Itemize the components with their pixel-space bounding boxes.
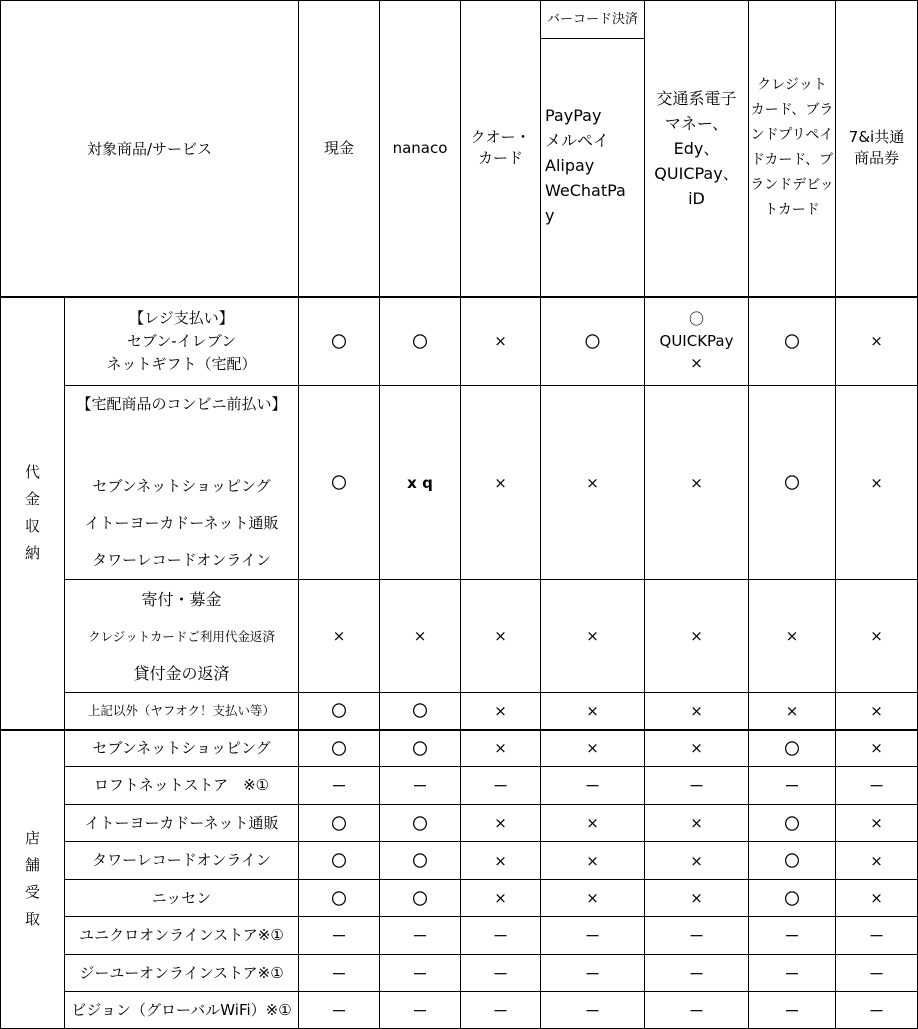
service-cell: ビジョン（グローバルWiFi）※①	[65, 992, 299, 1029]
cash-cell: 〇	[299, 880, 380, 917]
table-row	[1, 805, 918, 842]
quo-cell: ×	[461, 880, 541, 917]
nanaco-cell: －	[380, 767, 461, 805]
barcode-cell: －	[541, 917, 645, 955]
barcode-cell: ×	[541, 805, 645, 842]
table-row	[1, 730, 918, 767]
quo-cell: ×	[461, 386, 541, 580]
transit-cell: －	[645, 767, 749, 805]
barcode-cell: ×	[541, 730, 645, 767]
cash-cell: 〇	[299, 730, 380, 767]
barcode-cell: ×	[541, 580, 645, 693]
header-gift-card: 7&i共通 商品券	[836, 1, 918, 297]
header-transit: 交通系電子 マネー、 Edy、 QUICPay、 iD	[645, 1, 749, 297]
nanaco-cell: 〇	[380, 297, 461, 386]
group-daikin-shuno: 代 金 収 納	[1, 297, 65, 730]
quo-cell: －	[461, 767, 541, 805]
cash-cell: －	[299, 917, 380, 955]
header-barcode	[541, 1, 645, 297]
gift-cell: ×	[836, 805, 918, 842]
credit-cell: 〇	[749, 297, 836, 386]
cash-cell: 〇	[299, 386, 380, 580]
quo-cell: ×	[461, 297, 541, 386]
credit-cell: 〇	[749, 842, 836, 880]
table-row	[1, 693, 918, 730]
credit-cell: 〇	[749, 730, 836, 767]
nanaco-cell: x q	[380, 386, 461, 580]
table-row	[1, 386, 918, 580]
barcode-cell: －	[541, 767, 645, 805]
nanaco-cell: －	[380, 917, 461, 955]
gift-cell: －	[836, 955, 918, 992]
nanaco-cell: 〇	[380, 693, 461, 730]
barcode-cell: ×	[541, 842, 645, 880]
quo-cell: －	[461, 917, 541, 955]
header-cash: 現金	[299, 1, 380, 297]
header-quo-card: クオー・ カード	[461, 1, 541, 297]
gift-cell: －	[836, 917, 918, 955]
quo-cell: －	[461, 955, 541, 992]
barcode-cell: 〇	[541, 297, 645, 386]
gift-cell: ×	[836, 386, 918, 580]
nanaco-cell: 〇	[380, 842, 461, 880]
credit-cell: 〇	[749, 386, 836, 580]
service-cell: ロフトネットストア ※①	[65, 767, 299, 805]
nanaco-cell: 〇	[380, 805, 461, 842]
cash-cell: －	[299, 992, 380, 1029]
nanaco-cell: ×	[380, 580, 461, 693]
service-cell: イトーヨーカドーネット通販	[65, 805, 299, 842]
transit-cell: 〇 QUICKPay ×	[645, 297, 749, 386]
barcode-cell: ×	[541, 693, 645, 730]
nanaco-cell: －	[380, 955, 461, 992]
credit-cell: －	[749, 917, 836, 955]
service-cell: ニッセン	[65, 880, 299, 917]
table-row	[1, 880, 918, 917]
nanaco-cell: 〇	[380, 730, 461, 767]
quo-cell: ×	[461, 580, 541, 693]
credit-cell: 〇	[749, 880, 836, 917]
barcode-cell: －	[541, 992, 645, 1029]
credit-cell: －	[749, 767, 836, 805]
nanaco-cell: 〇	[380, 880, 461, 917]
barcode-cell: ×	[541, 880, 645, 917]
table-row	[1, 580, 918, 693]
transit-cell: －	[645, 917, 749, 955]
service-cell: 寄付・募金 クレジットカードご利用代金返済 貸付金の返済	[65, 580, 299, 693]
transit-cell: ×	[645, 842, 749, 880]
cash-cell: －	[299, 955, 380, 992]
gift-cell: ×	[836, 297, 918, 386]
gift-cell: ×	[836, 730, 918, 767]
service-cell: ジーユーオンラインストア※①	[65, 955, 299, 992]
credit-cell: －	[749, 955, 836, 992]
quo-cell: ×	[461, 805, 541, 842]
transit-cell: ×	[645, 880, 749, 917]
quo-cell: ×	[461, 730, 541, 767]
service-cell: 【宅配商品のコンビニ前払い】 セブンネットショッピング イトーヨーカドーネット通販 タワーレコードオンライン	[65, 386, 299, 580]
table-row	[1, 297, 918, 386]
credit-cell: 〇	[749, 805, 836, 842]
header-row	[1, 1, 918, 297]
quo-cell: ×	[461, 693, 541, 730]
transit-cell: －	[645, 955, 749, 992]
cash-cell: 〇	[299, 297, 380, 386]
transit-cell: ×	[645, 693, 749, 730]
table-row	[1, 842, 918, 880]
service-cell: タワーレコードオンライン	[65, 842, 299, 880]
header-barcode-title: バーコード決済	[541, 1, 644, 39]
table-row	[1, 917, 918, 955]
transit-cell: ×	[645, 580, 749, 693]
service-cell: 【レジ支払い】 セブン-イレブン ネットギフト（宅配）	[65, 297, 299, 386]
gift-cell: －	[836, 767, 918, 805]
header-service	[1, 1, 299, 297]
table-row	[1, 992, 918, 1029]
credit-cell: －	[749, 992, 836, 1029]
cash-cell: 〇	[299, 842, 380, 880]
header-credit: クレジット カード、ブラ ンドプリペイ ドカード、ブ ランドデビッ トカード	[749, 1, 836, 297]
barcode-cell: －	[541, 955, 645, 992]
gift-cell: ×	[836, 842, 918, 880]
transit-cell: －	[645, 992, 749, 1029]
header-nanaco: nanaco	[380, 1, 461, 297]
transit-cell: ×	[645, 805, 749, 842]
gift-cell: ×	[836, 580, 918, 693]
header-barcode-list: PayPay メルペイ Alipay WeChatPa y	[545, 106, 626, 225]
cash-cell: 〇	[299, 805, 380, 842]
barcode-cell: ×	[541, 386, 645, 580]
cash-cell: ×	[299, 580, 380, 693]
table-row	[1, 955, 918, 992]
cash-cell: 〇	[299, 693, 380, 730]
cash-cell: －	[299, 767, 380, 805]
service-cell: セブンネットショッピング	[65, 730, 299, 767]
credit-cell: ×	[749, 580, 836, 693]
transit-cell: ×	[645, 730, 749, 767]
gift-cell: －	[836, 992, 918, 1029]
table-row	[1, 767, 918, 805]
quo-cell: －	[461, 992, 541, 1029]
nanaco-cell: －	[380, 992, 461, 1029]
quo-cell: ×	[461, 842, 541, 880]
group-tenpo-uketori: 店 舗 受 取	[1, 730, 65, 1029]
service-cell: ユニクロオンラインストア※①	[65, 917, 299, 955]
service-cell: 上記以外（ヤフオク！支払い等）	[65, 693, 299, 730]
credit-cell: ×	[749, 693, 836, 730]
transit-cell: ×	[645, 386, 749, 580]
gift-cell: ×	[836, 693, 918, 730]
gift-cell: ×	[836, 880, 918, 917]
header-service-label: 対象商品/サービス	[86, 139, 213, 158]
